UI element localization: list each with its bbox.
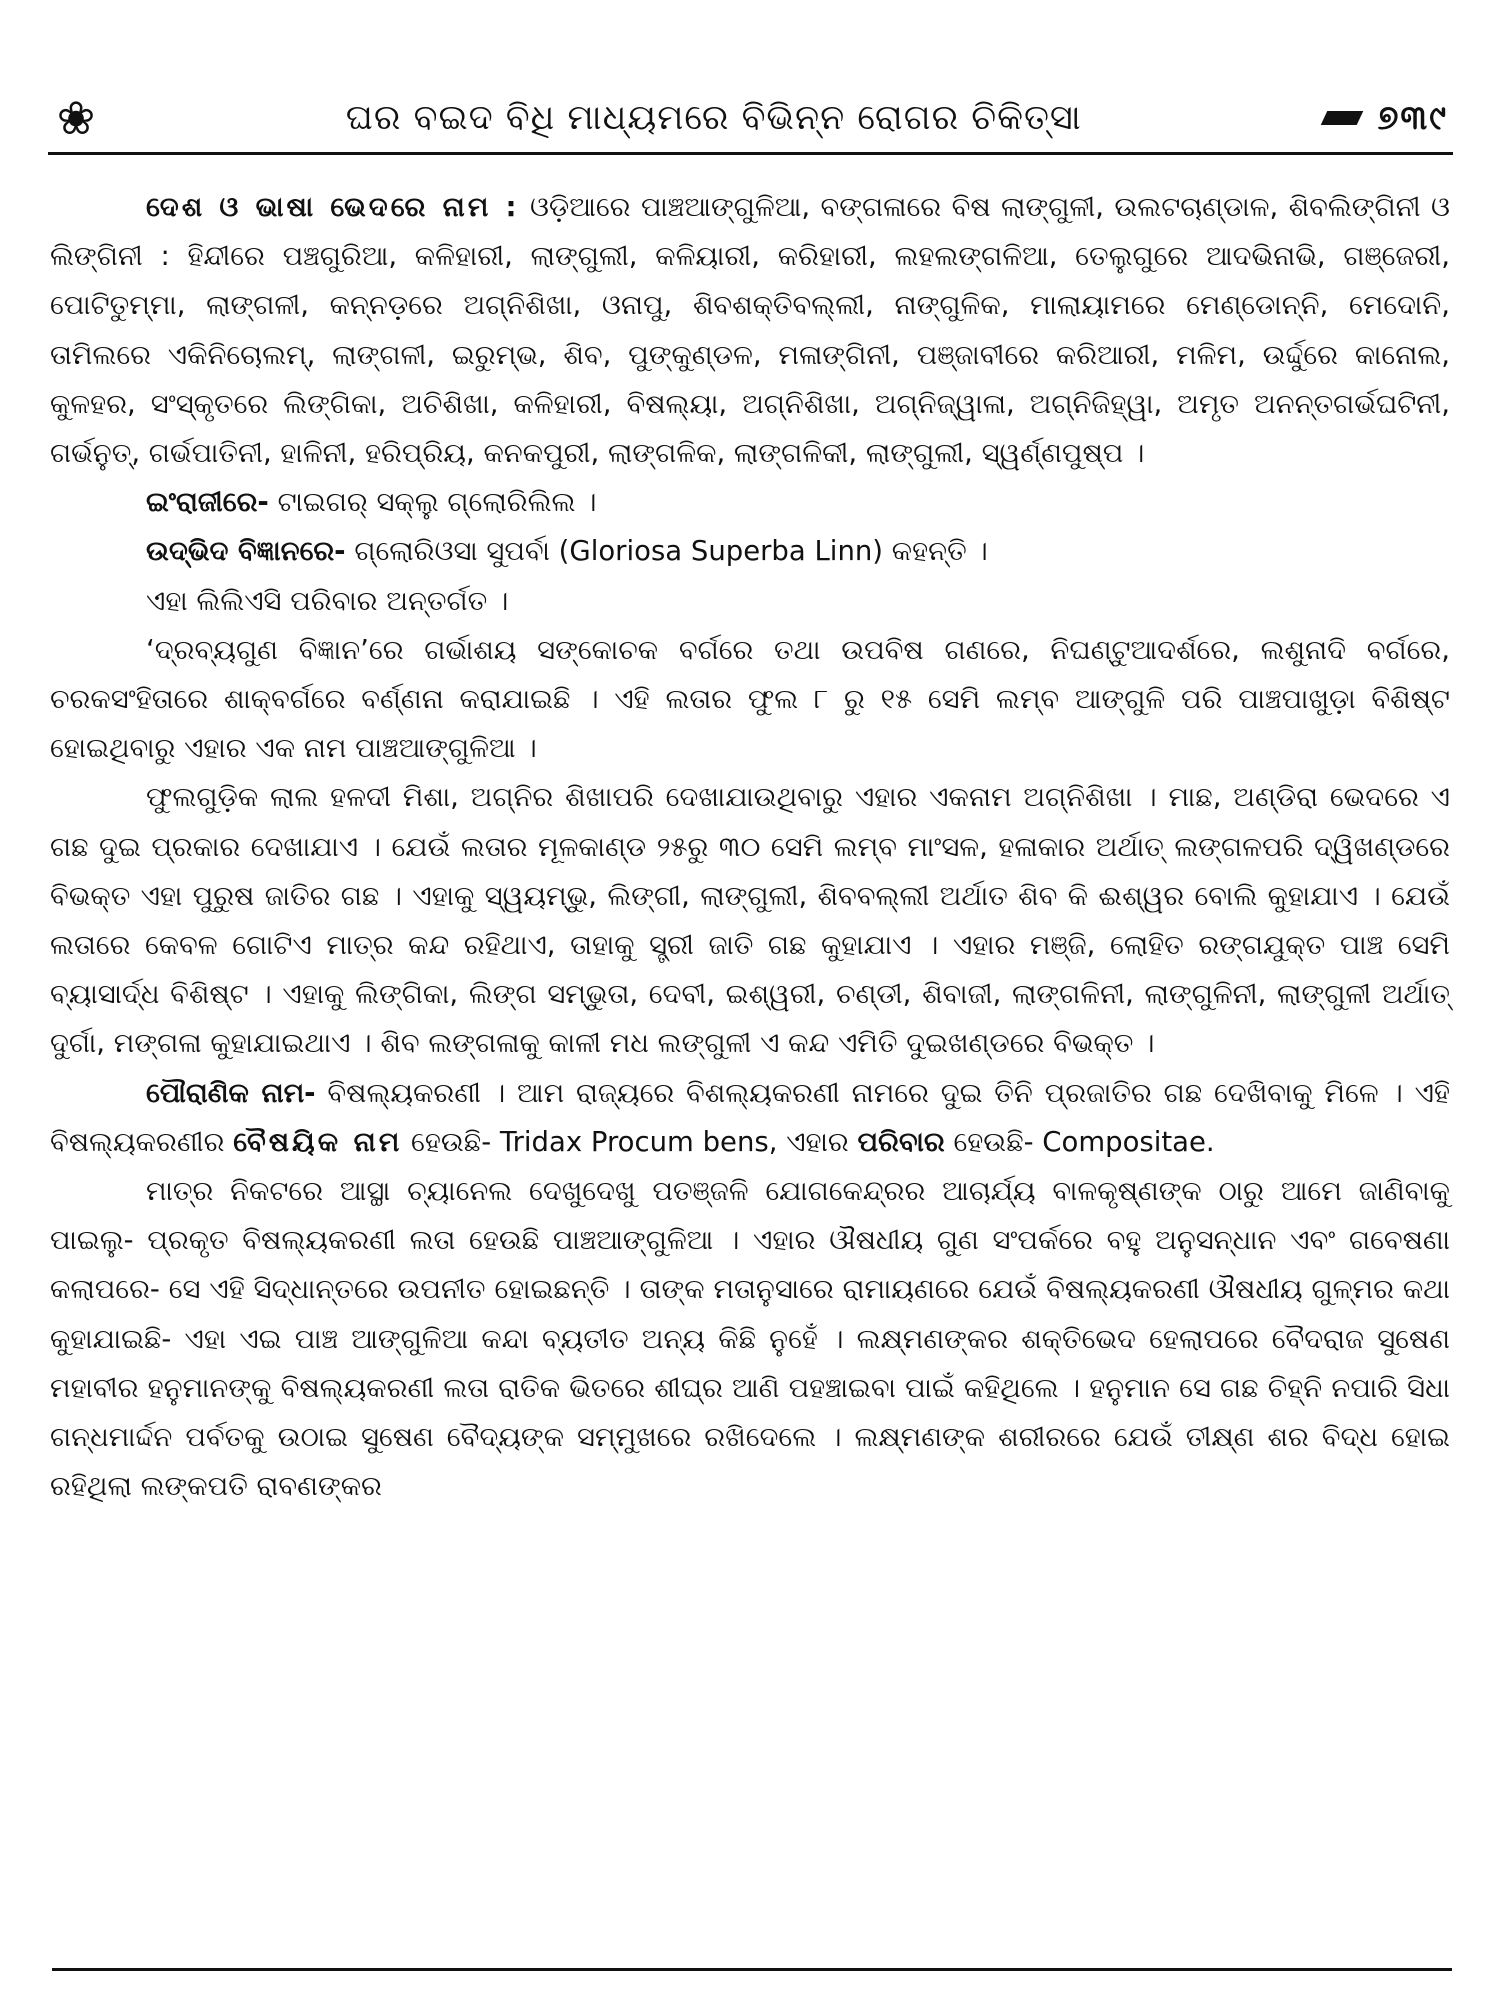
text-botany: ଗ୍ଲୋରିଓସା ସୁପର୍ବା (Gloriosa Superba Linn) କହନ୍ତି । (345, 535, 988, 568)
header-rule (48, 152, 1453, 155)
text-names: ଓଡ଼ିଆରେ ପାଞ୍ଚଆଙ୍ଗୁଳିଆ, ବଙ୍ଗଳାରେ ବିଷ ଲାଙ୍ଗୁଳୀ, ଉଲଟଚାଣ୍ଡାଳ, ଶିବଲିଙ୍ଗିନୀ ଓ ଲିଙ୍ଗିନୀ : ହିନ୍ଦୀରେ ପଞ୍ଚଗୁରିଆ, କଳିହାରୀ, ଲାଙ୍ଗୁଲୀ, କଳିୟାରୀ, କରିହାରୀ, ଲହଲଙ୍ଗଳିଆ, ତେଲୁଗୁରେ ଆଦଭିନାଭି, ଗଞ୍ଜେରୀ, ପୋଟିତୁମ୍ମା, ଲାଙ୍ଗଳୀ, କନ୍ନଡ଼ରେ ଅଗ୍ନିଶିଖା, ଓନାପୁ, ଶିବଶକ୍ତିବଲ୍ଲୀ, ନାଙ୍ଗୁଳିକ, ମାଲାୟାମରେ ମେଣ୍ଡୋନ୍ନି, ମେଦୋନି, ତାମିଲରେ ଏକିନିଚୋଲମ୍, ଲାଙ୍ଗଳୀ, ଇରୁମ୍ଭ, ଶିବ, ପୁଙ୍କୁଣ୍ଡଳ, ମଳାଙ୍ଗିନୀ, ପଞ୍ଜାବୀରେ କରିଆରୀ, ମଳିମ, ଉର୍ଦ୍ଦୁରେ କାନୋଲ, କୁଳହର, ସଂସ୍କୃତରେ ଲିଙ୍ଗିକା, ଅଚିଶିଖା, କଳିହାରୀ, ବିଷଲ୍ୟା, ଅଗ୍ନିଶିଖା, ଅଗ୍ନିଜ୍ୱାଳା, ଅଗ୍ନିଜିହ୍ୱା, ଅମୃତ ଅନନ୍ତଗର୍ଭଘଟିନୀ, ଗର୍ଭନୁତ୍, ଗର୍ଭପାତିନୀ, ହାଳିନୀ, ହରିପ୍ରିୟ, କନକପୁରୀ, ଲାଙ୍ଗଳିକ, ଲାଙ୍ଗଳିକୀ, ଲାଙ୍ଗୁଲୀ, ସ୍ୱର୍ଣ୍ଣପୁଷ୍ପ । (50, 191, 1450, 470)
paragraph-mythological (50, 1069, 1450, 1167)
page-number: ୭୩୯ (1377, 98, 1448, 138)
label-country-language: ଦେଶ ଓ ଭାଷା ଭେଦରେ ନାମ : (146, 191, 520, 223)
text-scientific-name: ହେଉଛି- Tridax Procum bens, ଏହାର (402, 1125, 858, 1158)
paragraph-flowers: ଫୁଲଗୁଡ଼ିକ ଲାଲ ହଳଦୀ ମିଶା, ଅଗ୍ନିର ଶିଖାପରି ଦେଖାଯାଉଥିବାରୁ ଏହାର ଏକନାମ ଅଗ୍ନିଶିଖା । ମାଛ, ଅଣ୍ଡିରା ଭେଦରେ ଏ ଗଛ ଦୁଇ ପ୍ରକାର ଦେଖାଯାଏ । ଯେଉଁ ଲତାର ମୂଳକାଣ୍ଡ ୨୫ରୁ ୩୦ ସେମି ଲମ୍ବ ମାଂସଳ, ହଳାକାର ଅର୍ଥାତ୍ ଲଙ୍ଗଳପରି ଦ୍ୱିଖଣ୍ଡରେ ବିଭକ୍ତ ଏହା ପୁରୁଷ ଜାତିର ଗଛ । ଏହାକୁ ସ୍ୱୟମ୍ଭୁ, ଲିଙ୍ଗୀ, ଲାଙ୍ଗୁଲୀ, ଶିବବଲ୍ଲୀ ଅର୍ଥାତ ଶିବ କି ଈଶ୍ୱର ବୋଲି କୁହାଯାଏ । ଯେଉଁ ଲତାରେ କେବଳ ଗୋଟିଏ ମାତ୍ର କନ୍ଦ ରହିଥାଏ, ତାହାକୁ ସ୍ତ୍ରୀ ଜାତି ଗଛ କୁହାଯାଏ । ଏହାର ମଞ୍ଜି, ଲୋହିତ ରଙ୍ଗଯୁକ୍ତ ପାଞ୍ଚ ସେମି ବ୍ୟାସାର୍ଦ୍ଧ ବିଶିଷ୍ଟ । ଏହାକୁ ଲିଙ୍ଗିକା, ଲିଙ୍ଗ ସମ୍ଭୁତା, ଦେବୀ, ଇଶ୍ୱରୀ, ଚଣ୍ଡୀ, ଶିବାଜୀ, ଲାଙ୍ଗଳିନୀ, ଲାଙ୍ଗୁଳିନୀ, ଲାଙ୍ଗୁଳୀ ଅର୍ଥାତ୍ ଦୁର୍ଗା, ମଙ୍ଗଳା କୁହାଯାଇଥାଏ । ଶିବ ଲଙ୍ଗଳାକୁ କାଳୀ ମଧ ଲଙ୍ଗୁଳୀ ଏ କନ୍ଦ ଏମିତି ଦୁଇଖଣ୍ଡରେ ବିଭକ୍ତ । (50, 781, 1450, 1060)
label-scientific-name: ବୈଷୟିକ ନାମ (233, 1125, 403, 1158)
flower-ornament-icon: ❀ (56, 91, 96, 145)
paragraph-names (50, 183, 1450, 478)
text-family: ହେଉଛି- Compositae. (944, 1125, 1215, 1158)
bar-ornament-icon (1320, 111, 1363, 125)
footer-rule (52, 1968, 1452, 1971)
paragraph-family: ଏହା ଲିଲିଏସି ପରିବାର ଅନ୍ତର୍ଗତ । (146, 584, 509, 617)
text-english: ଟାଇଗର୍ ସକ୍ଲୁ ଗ୍ଲୋରିଲିଲ । (268, 486, 597, 519)
running-header (48, 88, 1448, 148)
paragraph-english (50, 478, 1450, 527)
label-english: ଇଂରାଜୀରେ- (146, 486, 269, 519)
paragraph-botany (50, 527, 1450, 576)
paragraph-ramayana: ମାତ୍ର ନିକଟରେ ଆସ୍ଥା ଚ୍ୟାନେଲ ଦେଖୁଦେଖୁ ପତଞ୍ଜଳି ଯୋଗକେନ୍ଦ୍ରର ଆଚାର୍ଯ୍ୟ ବାଳକୃଷ୍ଣଙ୍କ ଠାରୁ ଆମେ ଜାଣିବାକୁ ପାଇଲୁ- ପ୍ରକୃତ ବିଷଲ୍ୟକରଣୀ ଲତା ହେଉଛି ପାଞ୍ଚଆଙ୍ଗୁଳିଆ । ଏହାର ଔଷଧୀୟ ଗୁଣ ସଂପର୍କରେ ବହୁ ଅନୁସନ୍ଧାନ ଏବଂ ଗବେଷଣା କଲାପରେ- ସେ ଏହି ସିଦ୍ଧାନ୍ତରେ ଉପନୀତ ହୋଇଛନ୍ତି । ତାଙ୍କ ମତାନୁସାରେ ରାମାୟଣରେ ଯେଉଁ ବିଷଲ୍ୟକରଣୀ ଔଷଧୀୟ ଗୁଳ୍ମର କଥା କୁହାଯାଇଛି- ଏହା ଏଇ ପାଞ୍ଚ ଆଙ୍ଗୁଳିଆ କନ୍ଦା ବ୍ୟତୀତ ଅନ୍ୟ କିଛି ନୁହେଁ । ଲକ୍ଷ୍ମଣଙ୍କର ଶକ୍ତିଭେଦ ହେଲାପରେ ବୈଦରାଜ ସୁଷେଣ ମହାବୀର ହନୁମାନଙ୍କୁ ବିଷଲ୍ୟକରଣୀ ଲତା ରାତିକ ଭିତରେ ଶୀଘ୍ର ଆଣି ପହଞ୍ଚାଇବା ପାଇଁ କହିଥିଲେ । ହନୁମାନ ସେ ଗଛ ଚିହ୍ନି ନପାରି ସିଧା ଗନ୍ଧମାର୍ଦ୍ଦନ ପର୍ବତକୁ ଉଠାଇ ସୁଷେଣ ବୈଦ୍ୟଙ୍କ ସମ୍ମୁଖରେ ରଖିଦେଲେ । ଲକ୍ଷ୍ମଣଙ୍କ ଶରୀରରେ ଯେଉଁ ତୀକ୍ଷ୍ଣ ଶର ବିଦ୍ଧ ହୋଇ ରହିଥିଲା ଲଙ୍କପତି ରାବଣଙ୍କର (50, 1175, 1450, 1503)
label-mythological: ପୌରାଣିକ ନାମ- (146, 1076, 316, 1109)
label-botany: ଉଦ୍ଭିଦ ବିଜ୍ଞାନରେ- (146, 535, 346, 568)
running-head-title: ଘର ବଇଦ ବିଧି ମାଧ୍ୟମରେ ବିଭିନ୍ନ ରୋଗର ଚିକିତ୍ସା (345, 98, 1082, 138)
page-body (50, 183, 1450, 1511)
paragraph-dravyaguna: ‘ଦ୍ରବ୍ୟଗୁଣ ବିଜ୍ଞାନ’ରେ ଗର୍ଭାଶୟ ସଙ୍କୋଚକ ବର୍ଗରେ ତଥା ଉପବିଷ ଗଣରେ, ନିଘଣ୍ଟୁଆଦର୍ଶରେ, ଲଶୁନାଦି ବର୍ଗରେ, ଚରକସଂହିତାରେ ଶାକ୍ବର୍ଗରେ ବର୍ଣ୍ଣନା କରାଯାଇଛି । ଏହି ଲତାର ଫୁଲ ୮ ରୁ ୧୫ ସେମି ଲମ୍ବ ଆଙ୍ଗୁଳି ପରି ପାଞ୍ଚପାଖୁଡ଼ା ବିଶିଷ୍ଟ ହୋଇଥିବାରୁ ଏହାର ଏକ ନାମ ପାଞ୍ଚଆଙ୍ଗୁଳିଆ । (50, 633, 1450, 765)
text-mythological: ବିଷଲ୍ୟକରଣୀ । ଆମ ରାଜ୍ୟରେ ବିଶଲ୍ୟକରଣୀ ନାମରେ ଦୁଇ ତିନି ପ୍ରଜାତିର ଗଛ ଦେଖିବାକୁ ମିଳେ । ଏହି ବିଷଲ୍ୟକରଣୀର (50, 1076, 1450, 1158)
label-family: ପରିବାର (857, 1125, 945, 1158)
